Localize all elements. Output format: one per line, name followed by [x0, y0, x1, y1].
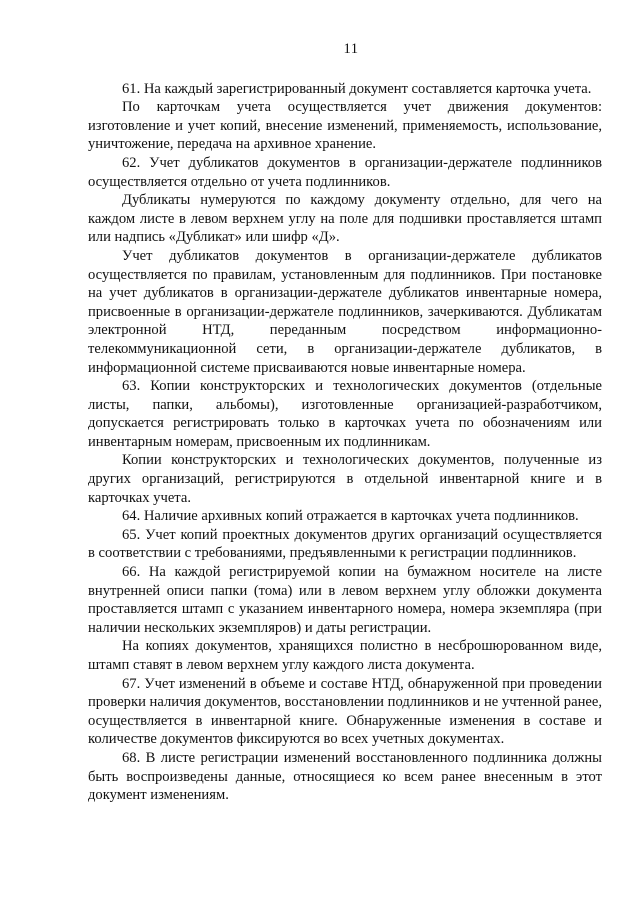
- paragraph-62-duplicate-numbering: Дубликаты нумеруются по каждому документу отдельно, для чего на каждом листе в левом верхнем углу на поле для подшивки проставляется штамп или надпись «Дубликат» или шифр «Д».: [88, 192, 602, 246]
- page-number: 11: [343, 41, 359, 57]
- paragraph-63: 63. Копии конструкторских и технологических документов (отдельные листы, папки, альбомы), изготовленные организацией-разработчиком, допускается регистрировать только в карточках учета по обозначениям или инвентарным номерам, присвоенным их подлинникам.: [88, 378, 602, 450]
- paragraph-62: 62. Учет дубликатов документов в организации-держателе подлинников осуществляется отдельно от учета подлинников.: [88, 154, 602, 190]
- paragraph-66-unbound-copies: На копиях документов, хранящихся полистно в несброшюрованном виде, штамп ставят в левом верхнем углу каждого листа документа.: [88, 638, 602, 673]
- paragraph-61: 61. На каждый зарегистрированный документ составляется карточка учета.: [122, 80, 592, 97]
- paragraph-67: 67. Учет изменений в объеме и составе НТД, обнаруженной при проведении проверки наличия документов, восстановлении подлинников и не учтенной ранее, осуществляется в инвентарной книге. Обнаруженные изменения в составе и количестве документов фиксируются во всех учетных документах.: [88, 675, 602, 748]
- paragraph-66: 66. На каждой регистрируемой копии на бумажном носителе на листе внутренней описи папки (тома) или в левом верхнем углу обложки документа проставляется штамп с указанием инвентарного номера, номера экземпляра (при наличии нескольких экземпляров) и даты регистрации.: [88, 564, 602, 636]
- paragraph-64: 64. Наличие архивных копий отражается в карточках учета подлинников.: [122, 508, 579, 525]
- paragraph-68: 68. В листе регистрации изменений восстановленного подлинника должны быть воспроизведены данные, относящиеся ко всем ранее внесенным в этот документ изменениям.: [88, 749, 602, 804]
- paragraph-61-accounting-cards: По карточкам учета осуществляется учет движения документов: изготовление и учет копий, внесение изменений, применяемость, использование, уничтожение, передача на архивное хранение.: [88, 99, 602, 153]
- paragraph-62-duplicate-registration: Учет дубликатов документов в организации-держателе дубликатов осуществляется по правилам, установленным для подлинников. При постановке на учет дубликатов в организации-держателе дубликатов инвентарные номера, присвоенные в организации-держателе подлинников, зачеркиваются. Дубликатам электронной НТД, переданным посредством информационно-телекоммуникационной сети, в организации-держателе дубликатов, в информационной системе присваиваются новые инвентарные номера.: [88, 247, 602, 376]
- paragraph-63-external-copies: Копии конструкторских и технологических документов, полученные из других организаций, регистрируются в отдельной инвентарной книге и в карточках учета.: [88, 452, 602, 506]
- document-page: [88, 40, 602, 805]
- paragraph-65: 65. Учет копий проектных документов других организаций осуществляется в соответствии с требованиями, предъявленными к регистрации подлинников.: [88, 526, 602, 562]
